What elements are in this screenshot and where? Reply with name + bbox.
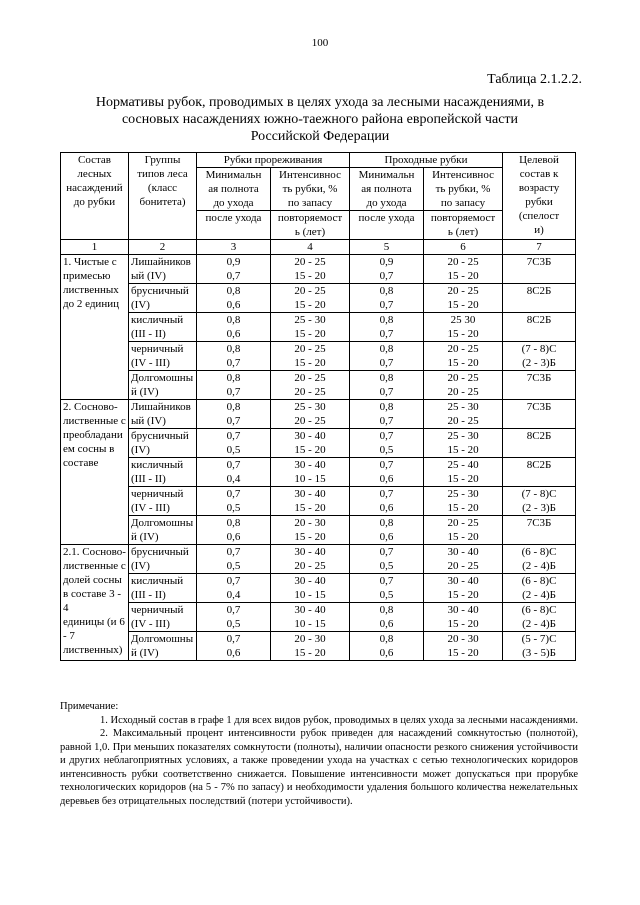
forest-type-cell: черничный (IV - III): [129, 603, 197, 632]
table-row: [61, 255, 576, 284]
passing-density-cell: 0,8 0,7: [350, 342, 424, 371]
header-intensity: Интенсивнос ть рубки, % по запасу: [424, 168, 503, 211]
thinning-intensity-cell: 20 - 30 15 - 20: [271, 516, 350, 545]
table-title: [70, 94, 570, 145]
target-composition-cell: 8С2Б: [503, 429, 576, 458]
forest-type-cell: черничный (IV - III): [129, 342, 197, 371]
passing-density-cell: 0,7 0,5: [350, 545, 424, 574]
forest-type-cell: брусничный (IV): [129, 545, 197, 574]
composition-cell: 2.1. Сосново- лиственные с долей сосны в составе 3 - 4 единицы (и 6 - 7 лиственных): [61, 545, 129, 661]
thinning-intensity-cell: 30 - 40 10 - 15: [271, 458, 350, 487]
thinning-density-cell: 0,8 0,6: [197, 284, 271, 313]
forest-type-cell: Лишайников ый (IV): [129, 400, 197, 429]
table-row: [61, 574, 576, 603]
header-row: [61, 153, 576, 168]
thinning-density-cell: 0,8 0,6: [197, 516, 271, 545]
title-line: Нормативы рубок, проводимых в целях ухода за лесными насаждениями, в: [95, 95, 545, 110]
thinning-intensity-cell: 25 - 30 15 - 20: [271, 313, 350, 342]
column-number: 2: [129, 240, 197, 255]
thinning-density-cell: 0,8 0,7: [197, 342, 271, 371]
composition-cell: 1. Чистые с примесью лиственных до 2 единиц: [61, 255, 129, 400]
header-after-care: после ухода: [350, 211, 424, 240]
passing-density-cell: 0,8 0,6: [350, 632, 424, 661]
forest-type-cell: кисличный (III - II): [129, 313, 197, 342]
passing-intensity-cell: 30 - 40 15 - 20: [424, 603, 503, 632]
passing-intensity-cell: 20 - 25 20 - 25: [424, 371, 503, 400]
thinning-density-cell: 0,7 0,5: [197, 487, 271, 516]
header-intensity: Интенсивнос ть рубки, % по запасу: [271, 168, 350, 211]
table-row: [61, 284, 576, 313]
thinning-density-cell: 0,7 0,4: [197, 458, 271, 487]
thinning-intensity-cell: 25 - 30 20 - 25: [271, 400, 350, 429]
passing-intensity-cell: 20 - 30 15 - 20: [424, 632, 503, 661]
table-row: [61, 371, 576, 400]
header-composition: Состав лесных насаждений до рубки: [61, 153, 129, 240]
passing-density-cell: 0,8 0,7: [350, 371, 424, 400]
column-number: 4: [271, 240, 350, 255]
thinning-intensity-cell: 30 - 40 20 - 25: [271, 545, 350, 574]
passing-density-cell: 0,7 0,6: [350, 458, 424, 487]
forest-type-cell: брусничный (IV): [129, 429, 197, 458]
passing-intensity-cell: 30 - 40 15 - 20: [424, 574, 503, 603]
header-after-care: после ухода: [197, 211, 271, 240]
thinning-intensity-cell: 30 - 40 10 - 15: [271, 574, 350, 603]
target-composition-cell: 7С3Б: [503, 371, 576, 400]
norms-table: [60, 152, 576, 661]
forest-type-cell: кисличный (III - II): [129, 458, 197, 487]
passing-density-cell: 0,9 0,7: [350, 255, 424, 284]
header-repeat: повторяемост ь (лет): [271, 211, 350, 240]
table-row: [61, 487, 576, 516]
forest-type-cell: Лишайников ый (IV): [129, 255, 197, 284]
thinning-intensity-cell: 20 - 25 15 - 20: [271, 255, 350, 284]
thinning-density-cell: 0,7 0,4: [197, 574, 271, 603]
table-row: [61, 632, 576, 661]
target-composition-cell: (6 - 8)С (2 - 4)Б: [503, 603, 576, 632]
thinning-density-cell: 0,7 0,6: [197, 632, 271, 661]
target-composition-cell: 7С3Б: [503, 516, 576, 545]
passing-intensity-cell: 25 - 30 20 - 25: [424, 400, 503, 429]
forest-type-cell: Долгомошны й (IV): [129, 371, 197, 400]
target-composition-cell: (6 - 8)С (2 - 4)Б: [503, 574, 576, 603]
passing-intensity-cell: 30 - 40 20 - 25: [424, 545, 503, 574]
passing-density-cell: 0,7 0,5: [350, 574, 424, 603]
column-number: 3: [197, 240, 271, 255]
passing-density-cell: 0,7 0,5: [350, 429, 424, 458]
target-composition-cell: (5 - 7)С (3 - 5)Б: [503, 632, 576, 661]
header-repeat: повторяемост ь (лет): [424, 211, 503, 240]
table-row: [61, 400, 576, 429]
composition-cell: 2. Сосново- лиственные с преобладани ем сосны в составе: [61, 400, 129, 545]
header-forest-type: Группы типов леса (класс бонитета): [129, 153, 197, 240]
passing-density-cell: 0,8 0,7: [350, 284, 424, 313]
forest-type-cell: брусничный (IV): [129, 284, 197, 313]
header-min-density: Минимальн ая полнота до ухода: [197, 168, 271, 211]
header-target: Целевой состав к возрасту рубки (спелост и): [503, 153, 576, 240]
title-line: сосновых насаждениях южно-таежного района европейской части: [121, 112, 519, 127]
thinning-density-cell: 0,7 0,5: [197, 545, 271, 574]
passing-density-cell: 0,8 0,6: [350, 603, 424, 632]
passing-intensity-cell: 25 - 30 15 - 20: [424, 487, 503, 516]
thinning-density-cell: 0,7 0,5: [197, 603, 271, 632]
table-row: [61, 458, 576, 487]
target-composition-cell: 8С2Б: [503, 458, 576, 487]
header-passing: Проходные рубки: [350, 153, 503, 168]
target-composition-cell: 8С2Б: [503, 313, 576, 342]
forest-type-cell: черничный (IV - III): [129, 487, 197, 516]
target-composition-cell: (6 - 8)С (2 - 4)Б: [503, 545, 576, 574]
column-number-row: [61, 240, 576, 255]
forest-type-cell: Долгомошны й (IV): [129, 516, 197, 545]
target-composition-cell: 7С3Б: [503, 255, 576, 284]
thinning-density-cell: 0,8 0,7: [197, 400, 271, 429]
column-number: 5: [350, 240, 424, 255]
page-number: 100: [311, 37, 329, 49]
thinning-intensity-cell: 20 - 30 15 - 20: [271, 632, 350, 661]
target-composition-cell: 7С3Б: [503, 400, 576, 429]
note-heading: Примечание:: [60, 701, 119, 712]
thinning-intensity-cell: 30 - 40 15 - 20: [271, 487, 350, 516]
thinning-density-cell: 0,7 0,5: [197, 429, 271, 458]
table-row: [61, 342, 576, 371]
passing-intensity-cell: 25 - 40 15 - 20: [424, 458, 503, 487]
passing-intensity-cell: 20 - 25 15 - 20: [424, 284, 503, 313]
header-thinning: Рубки прореживания: [197, 153, 350, 168]
passing-intensity-cell: 25 - 30 15 - 20: [424, 429, 503, 458]
table-row: [61, 603, 576, 632]
forest-type-cell: Долгомошны й (IV): [129, 632, 197, 661]
passing-intensity-cell: 20 - 25 15 - 20: [424, 255, 503, 284]
target-composition-cell: 8С2Б: [503, 284, 576, 313]
thinning-density-cell: 0,8 0,7: [197, 371, 271, 400]
table-number: Таблица 2.1.2.2.: [487, 72, 582, 87]
thinning-density-cell: 0,8 0,6: [197, 313, 271, 342]
thinning-intensity-cell: 30 - 40 15 - 20: [271, 429, 350, 458]
passing-density-cell: 0,8 0,7: [350, 313, 424, 342]
table-row: [61, 516, 576, 545]
thinning-density-cell: 0,9 0,7: [197, 255, 271, 284]
note: [60, 700, 578, 808]
target-composition-cell: (7 - 8)С (2 - 3)Б: [503, 487, 576, 516]
thinning-intensity-cell: 20 - 25 15 - 20: [271, 342, 350, 371]
passing-intensity-cell: 20 - 25 15 - 20: [424, 516, 503, 545]
passing-density-cell: 0,8 0,6: [350, 516, 424, 545]
passing-density-cell: 0,8 0,7: [350, 400, 424, 429]
column-number: 7: [503, 240, 576, 255]
passing-intensity-cell: 20 - 25 15 - 20: [424, 342, 503, 371]
target-composition-cell: (7 - 8)С (2 - 3)Б: [503, 342, 576, 371]
note-item: 2. Максимальный процент интенсивности рубок приведен для насаждений сомкнутостью (полнотой), равной 1,0. При меньших показателях сомкнутости (полноты), наличии опасности резкого снижения устойчивости и других неблагоприятных условиях, а также проведении ухода на участках с сетью технологических коридоров интенсивность рубки соответственно снижается. Повышение интенсивности может допускаться при прорубке технологических коридоров (на 5 - 7% по запасу) и необходимости удаления большого количества нежелательных деревьев без отрицательных последствий (потери устойчивости).: [60, 728, 578, 807]
header-min-density: Минимальн ая полнота до ухода: [350, 168, 424, 211]
thinning-intensity-cell: 20 - 25 15 - 20: [271, 284, 350, 313]
column-number: 6: [424, 240, 503, 255]
passing-density-cell: 0,7 0,6: [350, 487, 424, 516]
table-row: [61, 545, 576, 574]
column-number: 1: [61, 240, 129, 255]
thinning-intensity-cell: 20 - 25 20 - 25: [271, 371, 350, 400]
title-line: Российской Федерации: [250, 129, 390, 144]
thinning-intensity-cell: 30 - 40 10 - 15: [271, 603, 350, 632]
table-row: [61, 429, 576, 458]
table-row: [61, 313, 576, 342]
passing-intensity-cell: 25 30 15 - 20: [424, 313, 503, 342]
note-item: 1. Исходный состав в графе 1 для всех видов рубок, проводимых в целях ухода за лесными насаждениями.: [100, 714, 578, 726]
forest-type-cell: кисличный (III - II): [129, 574, 197, 603]
